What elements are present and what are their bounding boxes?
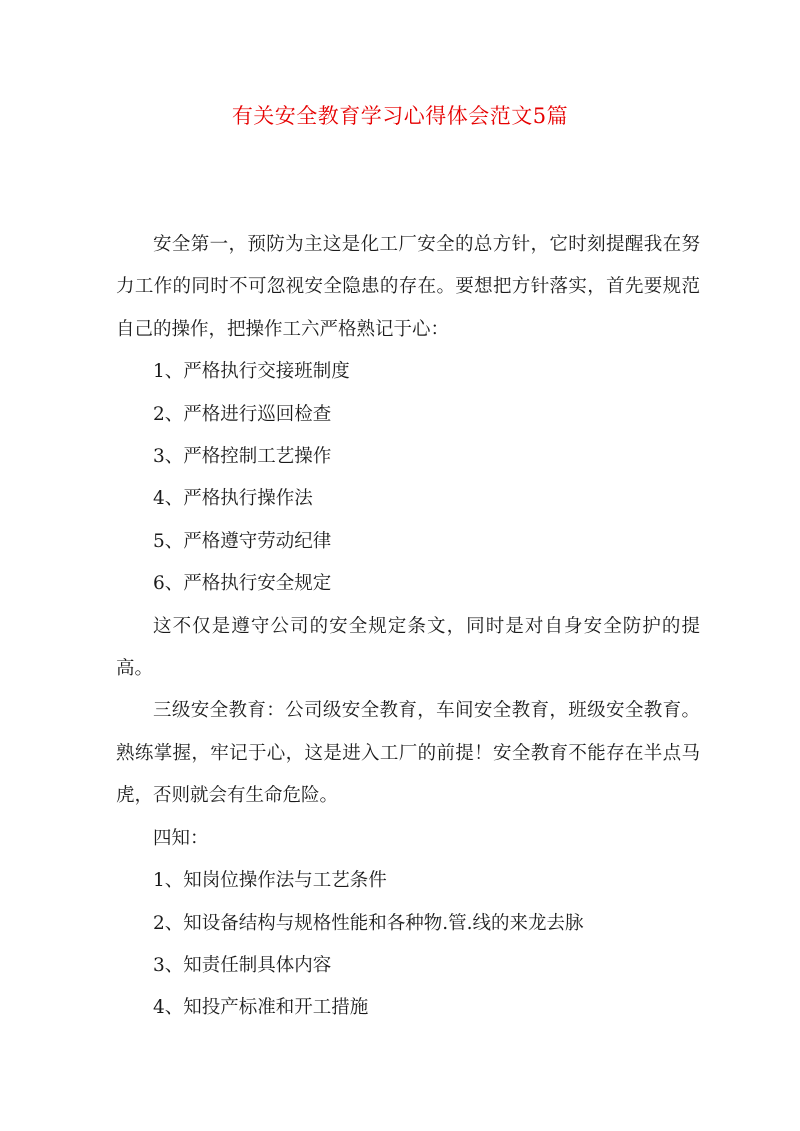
- list-item-rule-1: 1、严格执行交接班制度: [153, 361, 350, 383]
- document-body: [116, 224, 700, 1030]
- paragraph-three-level-education: 三级安全教育：公司级安全教育，车间安全教育，班级安全教育。熟练掌握，牢记于心，这是进入工厂的前提！安全教育不能存在半点马虎，否则就会有生命危险。: [116, 700, 700, 807]
- list-item-know-4: 4、知投产标准和开工措施: [153, 997, 369, 1019]
- list-item-know-2: 2、知设备结构与规格性能和各种物.管.线的来龙去脉: [153, 912, 584, 934]
- document-title: 有关安全教育学习心得体会范文5篇: [231, 104, 569, 128]
- list-item-rule-6: 6、严格执行安全规定: [153, 573, 332, 595]
- list-item-know-3: 3、知责任制具体内容: [153, 954, 332, 976]
- paragraph-intro: 安全第一，预防为主这是化工厂安全的总方针，它时刻提醒我在努力工作的同时不可忽视安全隐患的存在。要想把方针落实，首先要规范自己的操作，把操作工六严格熟记于心：: [116, 234, 700, 340]
- list-item-rule-5: 5、严格遵守劳动纪律: [153, 530, 332, 552]
- list-item-rule-2: 2、严格进行巡回检查: [153, 403, 332, 425]
- paragraph-summary: 这不仅是遵守公司的安全规定条文，同时是对自身安全防护的提高。: [116, 615, 700, 680]
- list-item-rule-4: 4、严格执行操作法: [153, 488, 313, 510]
- list-item-rule-3: 3、严格控制工艺操作: [153, 446, 332, 468]
- heading-four-knows: 四知：: [153, 827, 209, 849]
- list-item-know-1: 1、知岗位操作法与工艺条件: [153, 870, 387, 892]
